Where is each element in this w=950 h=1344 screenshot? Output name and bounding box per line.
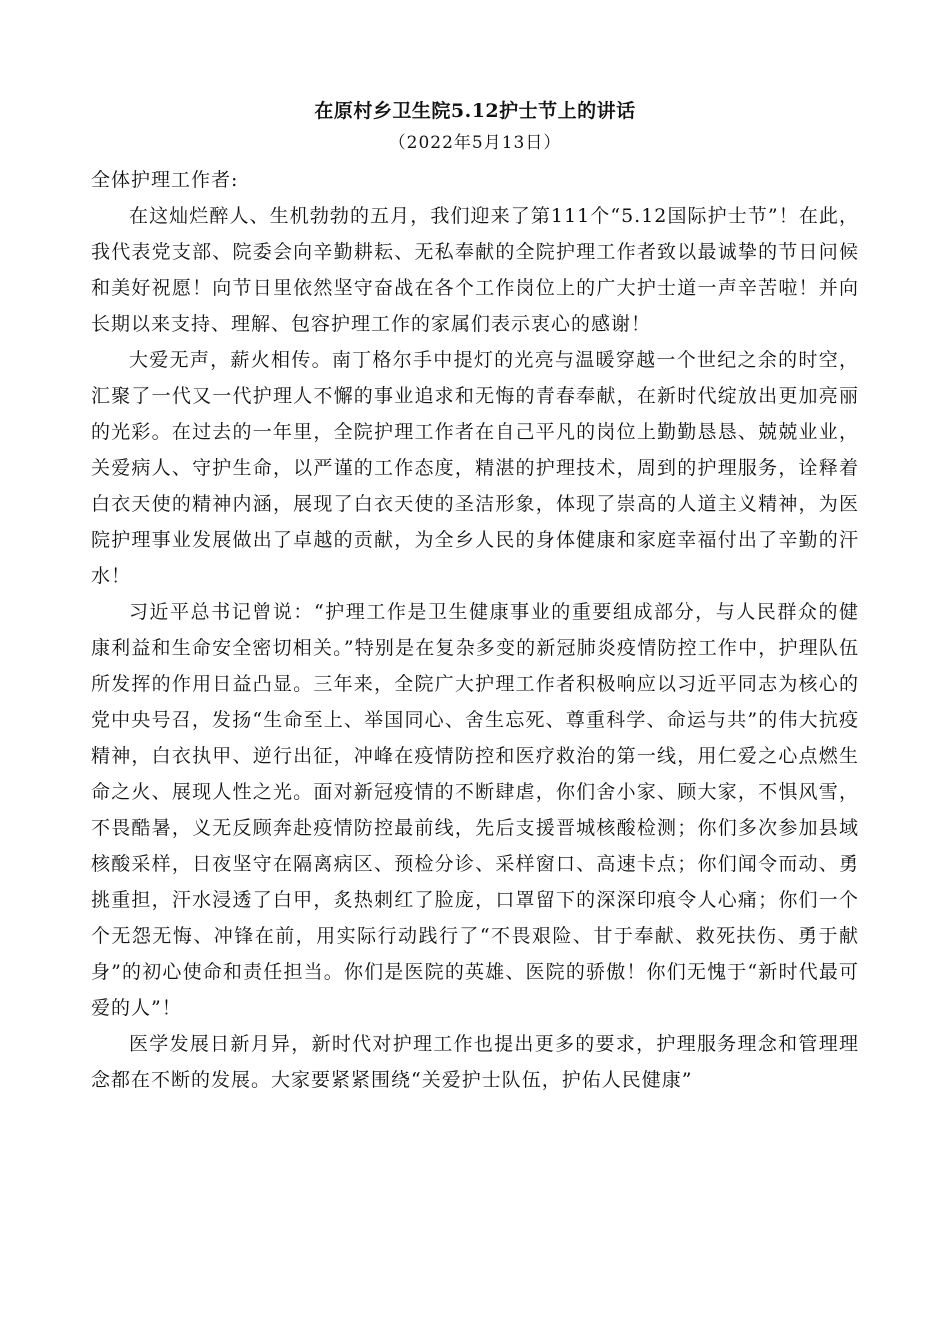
document-page	[91, 96, 859, 1098]
paragraph-3: 习近平总书记曾说：“护理工作是卫生健康事业的重要组成部分，与人民群众的健康利益和生命安全密切相关。”特别是在复杂多变的新冠肺炎疫情防控工作中，护理队伍所发挥的作用日益凸显。三年来，全院广大护理工作者积极响应以习近平同志为核心的党中央号召，发扬“生命至上、举国同心、舍生忘死、尊重科学、命运与共”的伟大抗疫精神，白衣执甲、逆行出征，冲峰在疫情防控和医疗救治的第一线，用仁爱之心点燃生命之火、展现人性之光。面对新冠疫情的不断肆虐，你们舍小家、顾大家，不惧风雪，不畏酷暑，义无反顾奔赴疫情防控最前线，先后支援晋城核酸检测；你们多次参加县域核酸采样，日夜坚守在隔离病区、预检分诊、采样窗口、高速卡点；你们闻令而动、勇挑重担，汗水浸透了白甲，炙热刺红了脸庞，口罩留下的深深印痕令人心痛；你们一个个无怨无悔、冲锋在前，用实际行动践行了“不畏艰险、甘于奉献、救死扶伤、勇于献身”的初心使命和责任担当。你们是医院的英雄、医院的骄傲！你们无愧于“新时代最可爱的人”！	[91, 601, 859, 1019]
document-title: 在原村乡卫生院5.12护士节上的讲话	[314, 100, 636, 122]
document-date: （2022年5月13日）	[388, 133, 562, 153]
paragraph-1: 在这灿烂醉人、生机勃勃的五月，我们迎来了第111个“5.12国际护士节”！在此，我代表党支部、院委会向辛勤耕耘、无私奉献的全院护理工作者致以最诚挚的节日问候和美好祝愿！向节日里依然坚守奋战在各个工作岗位上的广大护士道一声辛苦啦！并向长期以来支持、理解、包容护理工作的家属们表示衷心的感谢！	[91, 205, 859, 335]
salutation: 全体护理工作者:	[91, 169, 239, 191]
paragraph-2: 大爱无声，薪火相传。南丁格尔手中提灯的光亮与温暖穿越一个世纪之余的时空，汇聚了一代又一代护理人不懈的事业追求和无悔的青春奉献，在新时代绽放出更加亮丽的光彩。在过去的一年里，全院护理工作者在自己平凡的岗位上勤勤恳恳、兢兢业业，关爱病人、守护生命，以严谨的工作态度，精湛的护理技术，周到的护理服务，诠释着白衣天使的精神内涵，展现了白衣天使的圣洁形象，体现了崇高的人道主义精神，为医院护理事业发展做出了卓越的贡献，为全乡人民的身体健康和家庭幸福付出了辛勤的汗水！	[91, 349, 859, 587]
paragraph-4: 医学发展日新月异，新时代对护理工作也提出更多的要求，护理服务理念和管理理念都在不断的发展。大家要紧紧围绕“关爱护士队伍，护佑人民健康”	[91, 1033, 859, 1091]
